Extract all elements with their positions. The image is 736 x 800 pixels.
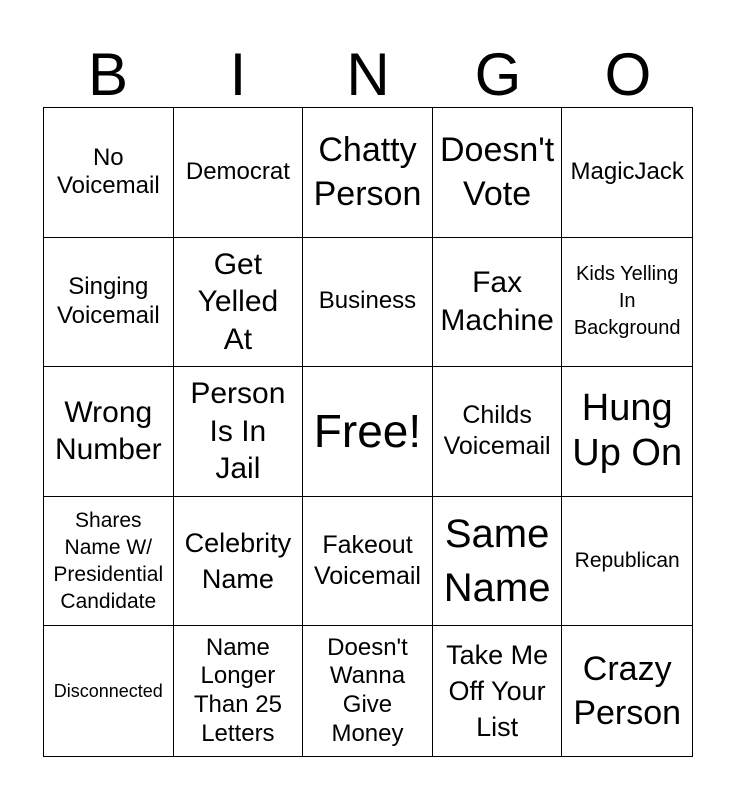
bingo-cell[interactable] bbox=[174, 626, 304, 756]
cell-text: Democrat bbox=[185, 157, 290, 185]
bingo-cell-free[interactable] bbox=[303, 367, 433, 497]
bingo-cell[interactable] bbox=[303, 497, 433, 627]
cell-text: Hung Up On bbox=[572, 386, 683, 475]
bingo-cell[interactable] bbox=[44, 626, 174, 756]
bingo-cell[interactable] bbox=[174, 238, 304, 368]
cell-text: MagicJack bbox=[570, 157, 684, 185]
cell-text: Crazy Person bbox=[573, 650, 682, 733]
bingo-cell[interactable] bbox=[562, 497, 692, 627]
bingo-cell[interactable] bbox=[44, 367, 174, 497]
header-letter-b: B bbox=[87, 41, 129, 108]
bingo-cell[interactable] bbox=[44, 497, 174, 627]
bingo-cell[interactable] bbox=[433, 626, 563, 756]
bingo-cell[interactable] bbox=[562, 238, 692, 368]
cell-text: Fax Machine bbox=[440, 266, 554, 337]
bingo-cell[interactable] bbox=[303, 108, 433, 238]
header-letter-i: I bbox=[229, 41, 247, 108]
bingo-cell[interactable] bbox=[44, 108, 174, 238]
bingo-cell[interactable] bbox=[303, 238, 433, 368]
cell-text: Doesn't Vote bbox=[439, 131, 555, 214]
bingo-cell[interactable] bbox=[433, 108, 563, 238]
bingo-grid bbox=[43, 107, 693, 757]
cell-text: No Voicemail bbox=[56, 143, 160, 200]
cell-text: Free! bbox=[313, 405, 422, 458]
cell-text: Same Name bbox=[443, 512, 551, 611]
cell-text: Take Me Off Your List bbox=[446, 639, 549, 743]
bingo-cell[interactable] bbox=[562, 108, 692, 238]
bingo-cell[interactable] bbox=[303, 626, 433, 756]
header-letter-g: G bbox=[474, 41, 522, 108]
bingo-cell[interactable] bbox=[44, 238, 174, 368]
cell-text: Get Yelled At bbox=[197, 247, 279, 356]
cell-text: Disconnected bbox=[53, 680, 163, 701]
bingo-cell[interactable] bbox=[433, 238, 563, 368]
cell-text: Celebrity Name bbox=[184, 527, 292, 595]
bingo-cell[interactable] bbox=[562, 626, 692, 756]
bingo-cell[interactable] bbox=[174, 497, 304, 627]
cell-text: Shares Name W/ Presidential Candidate bbox=[53, 508, 164, 614]
cell-text: Person Is In Jail bbox=[190, 377, 286, 486]
bingo-cell[interactable] bbox=[562, 367, 692, 497]
cell-text: Republican bbox=[574, 549, 680, 573]
bingo-cell[interactable] bbox=[174, 367, 304, 497]
bingo-cell[interactable] bbox=[433, 367, 563, 497]
bingo-header bbox=[43, 40, 693, 110]
bingo-cell[interactable] bbox=[433, 497, 563, 627]
cell-text: Chatty Person bbox=[313, 131, 422, 214]
cell-text: Fakeout Voicemail bbox=[313, 530, 421, 591]
cell-text: Childs Voicemail bbox=[443, 401, 551, 461]
cell-text: Name Longer Than 25 Letters bbox=[193, 633, 282, 747]
header-letter-o: O bbox=[604, 41, 652, 108]
header-letter-n: N bbox=[346, 41, 390, 108]
cell-text: Wrong Number bbox=[54, 395, 162, 467]
bingo-cell[interactable] bbox=[174, 108, 304, 238]
cell-text: Doesn't Wanna Give Money bbox=[327, 633, 408, 747]
cell-text: Singing Voicemail bbox=[56, 273, 160, 329]
cell-text: Kids Yelling In Background bbox=[573, 263, 681, 340]
cell-text: Business bbox=[318, 287, 417, 315]
